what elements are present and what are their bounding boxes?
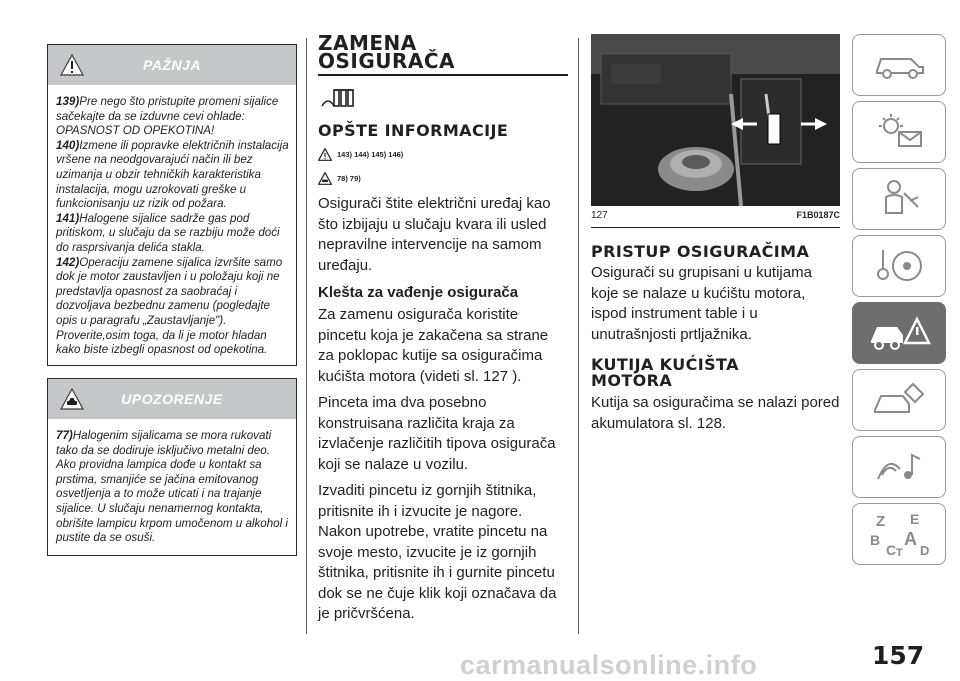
car-triangle-icon xyxy=(60,388,84,410)
tab-lights-messages[interactable] xyxy=(852,101,946,163)
engine-bay-illustration xyxy=(591,34,840,206)
caution-callout xyxy=(47,378,297,556)
middle-column xyxy=(318,31,568,625)
car-triangle-icon xyxy=(318,172,332,185)
tab-safety[interactable] xyxy=(852,168,946,230)
index-letter: E xyxy=(910,511,920,527)
pliers-heading: Klešta za vađenje osigurača xyxy=(318,284,519,301)
warning-refs xyxy=(318,144,568,164)
access-heading: PRISTUP OSIGURAČIMA xyxy=(591,242,810,261)
paragraph: Osigurači su grupisani u kutijama koje se nalaze u kućištu motora, ispod instrument table i u unutrašnjosti prtljažnika. xyxy=(591,264,812,343)
warning-item: 139)Pre nego što pristupite promeni sijalice sačekajte da se izduvne cevi ohlade: OPASNOST OD OPEKOTINA! xyxy=(56,95,279,138)
warning-item: 141)Halogene sijalice sadrže gas pod pritiskom, u slučaju da se razbiju može doći do rasprsivanja delića stakla. xyxy=(56,211,280,254)
engine-bay-photo xyxy=(591,34,840,206)
tab-multimedia[interactable] xyxy=(852,436,946,498)
caution-callout-header xyxy=(48,379,296,419)
title-rule xyxy=(318,74,568,76)
index-letter: A xyxy=(904,529,917,549)
key-steering-icon xyxy=(869,244,929,288)
engine-box-heading: KUTIJA KUĆIŠTA MOTORA xyxy=(591,355,739,390)
maintenance-icon xyxy=(869,378,929,422)
paragraph: Izvaditi pincetu iz gornjih štitnika, pritisnite ih i izvucite je nagore. Nakon upotrebe, vratite pincetu na svoje mesto, izvucite je iz gornjih štitnika, pritisnite ih i gurnite pincetu dok se ne čuje klik koji označava da je pričvršćena. xyxy=(318,482,557,622)
warning-item: 142)Operaciju zamene sijalica izvršite samo dok je motor zaustavljen i u položaju koji ne predstavlja opasnost za saobraćaj i dozvoljava bezbednu zamenu (pogledajte opis u paragrafu „Zaustavljanje"). Proverite,osim toga, da li je motor hladan kako biste izbegli opasnost od opekotina. xyxy=(56,255,283,357)
chapter-tabs xyxy=(852,34,948,570)
caution-body xyxy=(48,419,296,556)
airbag-safety-icon xyxy=(874,177,924,221)
emergency-icon xyxy=(867,313,931,353)
right-column xyxy=(591,34,840,434)
caution-item: 77)Halogenim sijalicama se mora rukovati tako da se dodiruje isključivo metalni deo. Ako providna lampica dođe u kontakt sa prstima, smanjiće se jačina emitovanog osvetljenja a to može uticati i na trajanje sijalice. U slučaju nenamernog kontakta, obrišite lampicu krpom umočenom u alkohol i pustite da se osuši. xyxy=(56,429,288,545)
lights-message-icon xyxy=(869,112,929,152)
index-letter: Z xyxy=(876,513,886,530)
figure-caption xyxy=(591,210,840,224)
tab-maintenance[interactable] xyxy=(852,369,946,431)
tab-index[interactable] xyxy=(852,503,946,565)
general-info-heading: OPŠTE INFORMACIJE xyxy=(318,121,509,140)
watermark: carmanualsonline.info xyxy=(460,650,758,680)
index-icon xyxy=(864,509,934,559)
paragraph: Kutija sa osiguračima se nalazi pored akumulatora sl. 128. xyxy=(591,394,840,432)
tab-emergency[interactable] xyxy=(852,302,946,364)
left-column xyxy=(47,44,297,556)
warning-body xyxy=(48,85,296,368)
tab-starting-driving[interactable] xyxy=(852,235,946,297)
page-number: 157 xyxy=(872,641,925,670)
warning-callout-header xyxy=(48,45,296,85)
index-letter: D xyxy=(920,543,930,558)
paragraph: Za zamenu osigurača koristite pincetu koja je zakačena sa strane za poklopac kutije sa osiguračima kućišta motora (videti sl. 127 ). xyxy=(318,306,549,385)
caution-refs xyxy=(318,168,568,188)
warning-callout xyxy=(47,44,297,366)
warning-triangle-icon xyxy=(318,148,332,161)
tab-car-overview[interactable] xyxy=(852,34,946,96)
index-letter: B xyxy=(870,532,881,548)
figure-number: 127 xyxy=(591,210,608,221)
index-letter: T xyxy=(896,547,903,559)
warning-ref-numbers: 143) 144) 145) 146) xyxy=(337,149,404,159)
car-overview-icon xyxy=(871,49,927,81)
warning-title: PAŽNJA xyxy=(143,57,201,73)
caption-rule xyxy=(591,227,840,228)
section-title: ZAMENA OSIGURAČA xyxy=(318,31,456,73)
column-divider xyxy=(306,38,307,634)
paragraph: Pinceta ima dva posebno konstruisana različita kraja za izvlačenje različitih tipova osigurača koji se nalaze u vozilu. xyxy=(318,394,556,473)
caution-ref-numbers: 78) 79) xyxy=(337,173,361,183)
figure-id: F1B0187C xyxy=(796,210,840,220)
caution-title: UPOZORENJE xyxy=(121,391,223,407)
paragraph: Osigurači štite električni uređaj kao što izbijaju u slučaju kvara ili usled nepravilne intervencije na samom uređaju. xyxy=(318,195,551,274)
fuse-icon xyxy=(318,84,358,112)
warning-item: 140)Izmene ili popravke električnih instalacija vršene na neodgovarajući način ili bez uzimanja u obzir tehničkih karakteristika instalacija, mogu uzrokovati greške u funkcionisanju uz rizik od požara. xyxy=(56,138,289,211)
index-letter: C xyxy=(886,542,897,558)
column-divider xyxy=(578,38,579,634)
multimedia-icon xyxy=(874,445,924,489)
warning-triangle-icon xyxy=(60,54,84,76)
